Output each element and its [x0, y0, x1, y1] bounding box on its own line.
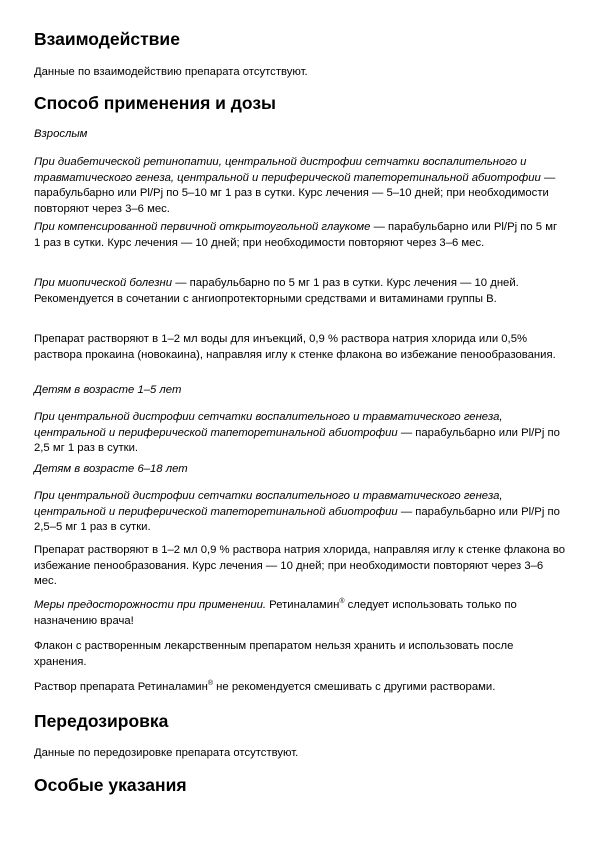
heading-overdose: Передозировка	[34, 711, 169, 731]
dosage-paragraph-glaucoma: При компенсированной первичной открытоугольной глаукоме — парабульбарно или Pl/Pj по 5 мг 1 раз в сутки. Курс лечения — 10 дней; при необходимости повторяют через 3–6 мес.	[34, 221, 558, 249]
heading-interaction: Взаимодействие	[34, 29, 180, 49]
mixing-paragraph: Раствор препарата Ретиналамин® не рекомендуется смешивать с другими растворами.	[34, 680, 496, 693]
dosage-paragraph-retinopathy: При диабетической ретинопатии, центральной дистрофии сетчатки воспалительного и травматического генеза, центральной и периферической тапеторетинальной абиотрофии — парабульбарно или Pl/Pj по 5–10 мг 1 раз в сутки. Курс лечения — 5–10 дней; при необходимости повторяют через 3–6 мес.	[34, 156, 556, 215]
interaction-text: Данные по взаимодействию препарата отсутствуют.	[34, 66, 308, 78]
overdose-text: Данные по передозировке препарата отсутствуют.	[34, 747, 299, 759]
dosage-paragraph-children-6-18: При центральной дистрофии сетчатки воспалительного и травматического генеза, центральной и периферической тапеторетинальной абиотрофии — парабульбарно или Pl/Pj по 2,5–5 мг 1 раз в сутки.	[34, 490, 560, 534]
adults-label: Взрослым	[34, 128, 88, 140]
precautions-paragraph: Меры предосторожности при применении. Ретиналамин® следует использовать только по назначению врача!	[34, 598, 517, 627]
heading-special: Особые указания	[34, 775, 187, 795]
dosage-paragraph-myopia: При миопической болезни — парабульбарно по 5 мг 1 раз в сутки. Курс лечения — 10 дней. Рекомендуется в сочетании с ангиопротекторными средствами и витаминами группы B.	[34, 277, 519, 305]
children-1-5-label: Детям в возрасте 1–5 лет	[34, 384, 182, 396]
dosage-paragraph-dissolve-adult: Препарат растворяют в 1–2 мл воды для инъекций, 0,9 % раствора натрия хлорида или 0,5% раствора прокаина (новокаина), направляя иглу к стенке флакона во избежание пенообразования.	[34, 333, 556, 361]
heading-dosage: Способ применения и дозы	[34, 93, 276, 113]
children-6-18-label: Детям в возрасте 6–18 лет	[34, 463, 188, 475]
dosage-paragraph-children-1-5: При центральной дистрофии сетчатки воспалительного и травматического генеза, центральной и периферической тапеторетинальной абиотрофии — парабульбарно или Pl/Pj по 2,5 мг 1 раз в сутки.	[34, 411, 560, 455]
dosage-paragraph-dissolve-children: Препарат растворяют в 1–2 мл 0,9 % раствора натрия хлорида, направляя иглу к стенке флакона во избежание пенообразования. Курс лечения — 10 дней; при необходимости повторяют через 3–6 мес.	[34, 544, 566, 588]
storage-paragraph: Флакон с растворенным лекарственным препаратом нельзя хранить и использовать после хранения.	[34, 640, 514, 668]
